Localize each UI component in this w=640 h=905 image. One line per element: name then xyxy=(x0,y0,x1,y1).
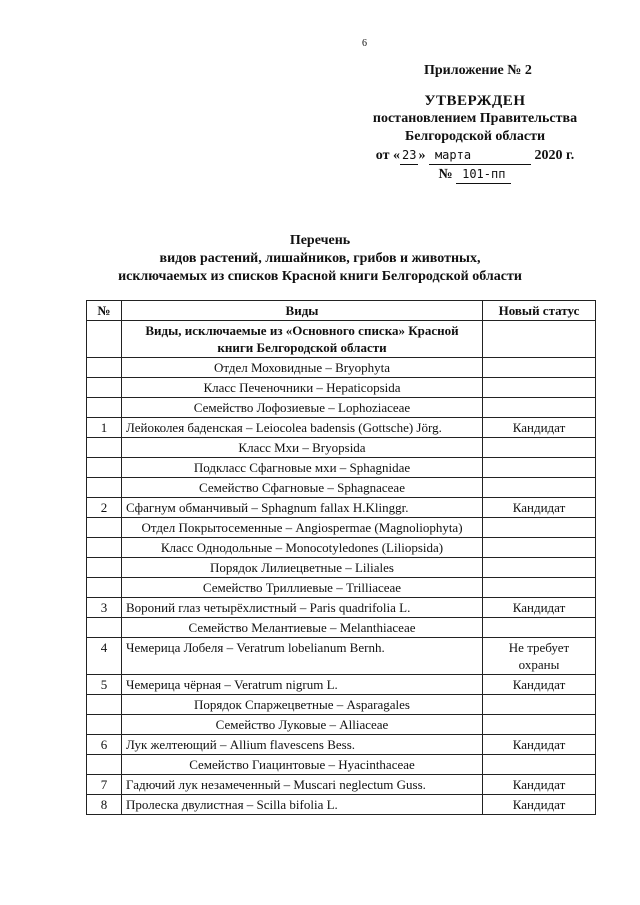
row-status xyxy=(483,578,596,598)
appendix-label: Приложение № 2 xyxy=(424,63,532,78)
row-name: Лук желтеющий – Allium flavescens Bess. xyxy=(122,735,483,755)
document-title xyxy=(60,232,580,286)
row-number xyxy=(87,438,122,458)
header-species: Виды xyxy=(122,301,483,321)
row-status xyxy=(483,755,596,775)
row-number: 7 xyxy=(87,775,122,795)
row-name: Семейство Триллиевые – Trilliaceae xyxy=(122,578,483,598)
row-status xyxy=(483,378,596,398)
title-line-3: исключаемых из списков Красной книги Белгородской области xyxy=(118,269,522,284)
row-name: Пролеска двулистная – Scilla bifolia L. xyxy=(122,795,483,815)
table-row xyxy=(87,321,596,358)
title-line-1: Перечень xyxy=(289,233,351,248)
row-status xyxy=(483,538,596,558)
row-status: Кандидат xyxy=(483,675,596,695)
approval-block xyxy=(360,62,590,184)
species-table xyxy=(86,300,596,815)
table-row xyxy=(87,638,596,675)
row-status xyxy=(483,398,596,418)
row-name: Семейство Луковые – Alliaceae xyxy=(122,715,483,735)
row-number xyxy=(87,558,122,578)
row-status xyxy=(483,618,596,638)
table-row xyxy=(87,358,596,378)
table-row xyxy=(87,715,596,735)
row-name: Порядок Спаржецветные – Asparagales xyxy=(122,695,483,715)
date-month: марта xyxy=(429,146,531,165)
row-number: 6 xyxy=(87,735,122,755)
row-number xyxy=(87,358,122,378)
title-line-2: видов растений, лишайников, грибов и животных, xyxy=(159,251,481,266)
row-status: Кандидат xyxy=(483,775,596,795)
header-status: Новый статус xyxy=(483,301,596,321)
row-status xyxy=(483,558,596,578)
table-row xyxy=(87,558,596,578)
row-name: Чемерица чёрная – Veratrum nigrum L. xyxy=(122,675,483,695)
row-name: Сфагнум обманчивый – Sphagnum fallax H.Klinggr. xyxy=(122,498,483,518)
row-name: Класс Печеночники – Hepaticopsida xyxy=(122,378,483,398)
row-name: Виды, исключаемые из «Основного списка» Красной книги Белгородской области xyxy=(122,321,483,358)
row-name: Гадючий лук незамеченный – Muscari neglectum Guss. xyxy=(122,775,483,795)
row-status xyxy=(483,358,596,378)
approval-date xyxy=(360,146,590,165)
table-row xyxy=(87,675,596,695)
row-number xyxy=(87,398,122,418)
row-name: Семейство Лофозиевые – Lophoziaceae xyxy=(122,398,483,418)
header-number: № xyxy=(87,301,122,321)
row-status xyxy=(483,321,596,358)
page-number: 6 xyxy=(362,38,367,49)
row-name: Лейоколея баденская – Leiocolea badensis (Gottsche) Jörg. xyxy=(122,418,483,438)
table-row xyxy=(87,795,596,815)
table-row xyxy=(87,438,596,458)
row-number: 2 xyxy=(87,498,122,518)
row-name: Вороний глаз четырёхлистный – Paris quadrifolia L. xyxy=(122,598,483,618)
row-status: Кандидат xyxy=(483,795,596,815)
date-day: 23 xyxy=(400,146,418,165)
table-row xyxy=(87,598,596,618)
row-status: Кандидат xyxy=(483,598,596,618)
row-number xyxy=(87,618,122,638)
row-number xyxy=(87,755,122,775)
row-status xyxy=(483,478,596,498)
table-row xyxy=(87,498,596,518)
row-number xyxy=(87,695,122,715)
row-name: Чемерица Лобеля – Veratrum lobelianum Bernh. xyxy=(122,638,483,675)
row-status xyxy=(483,715,596,735)
row-status xyxy=(483,695,596,715)
table-header-row xyxy=(87,301,596,321)
table-row xyxy=(87,478,596,498)
table-row xyxy=(87,518,596,538)
row-status xyxy=(483,438,596,458)
row-name: Семейство Гиацинтовые – Hyacinthaceae xyxy=(122,755,483,775)
table-row xyxy=(87,538,596,558)
row-number: 1 xyxy=(87,418,122,438)
approval-number xyxy=(360,165,590,184)
number-prefix: № xyxy=(438,167,453,182)
table-row xyxy=(87,695,596,715)
date-year: 2020 г. xyxy=(534,148,575,163)
table-row xyxy=(87,398,596,418)
table-row xyxy=(87,378,596,398)
table-row xyxy=(87,755,596,775)
document-number: 101-пп xyxy=(456,165,511,184)
approved-region-line: Белгородской области xyxy=(404,129,546,144)
table-row xyxy=(87,418,596,438)
row-number: 8 xyxy=(87,795,122,815)
row-number xyxy=(87,378,122,398)
table-row xyxy=(87,578,596,598)
approved-heading: УТВЕРЖДЕН xyxy=(424,93,526,109)
row-name: Класс Мхи – Bryopsida xyxy=(122,438,483,458)
row-status: Не требует охраны xyxy=(483,638,596,675)
approved-by-line: постановлением Правительства xyxy=(372,111,578,126)
row-number: 4 xyxy=(87,638,122,675)
row-number: 5 xyxy=(87,675,122,695)
row-name: Отдел Моховидные – Bryophyta xyxy=(122,358,483,378)
row-status xyxy=(483,458,596,478)
row-number xyxy=(87,715,122,735)
row-number xyxy=(87,578,122,598)
row-number xyxy=(87,538,122,558)
row-status: Кандидат xyxy=(483,735,596,755)
row-name: Семейство Мелантиевые – Melanthiaceae xyxy=(122,618,483,638)
table-row xyxy=(87,775,596,795)
row-name: Семейство Сфагновые – Sphagnaceae xyxy=(122,478,483,498)
table-row xyxy=(87,618,596,638)
row-number xyxy=(87,321,122,358)
row-status: Кандидат xyxy=(483,418,596,438)
row-number xyxy=(87,518,122,538)
row-number xyxy=(87,458,122,478)
row-name: Отдел Покрытосеменные – Angiospermae (Magnoliophyta) xyxy=(122,518,483,538)
row-number xyxy=(87,478,122,498)
table-row xyxy=(87,735,596,755)
row-name: Класс Однодольные – Monocotyledones (Liliopsida) xyxy=(122,538,483,558)
row-status xyxy=(483,518,596,538)
date-mid: » xyxy=(418,148,426,163)
row-status: Кандидат xyxy=(483,498,596,518)
row-number: 3 xyxy=(87,598,122,618)
table-row xyxy=(87,458,596,478)
row-name: Порядок Лилиецветные – Liliales xyxy=(122,558,483,578)
date-prefix: от « xyxy=(375,148,400,163)
row-name: Подкласс Сфагновые мхи – Sphagnidae xyxy=(122,458,483,478)
